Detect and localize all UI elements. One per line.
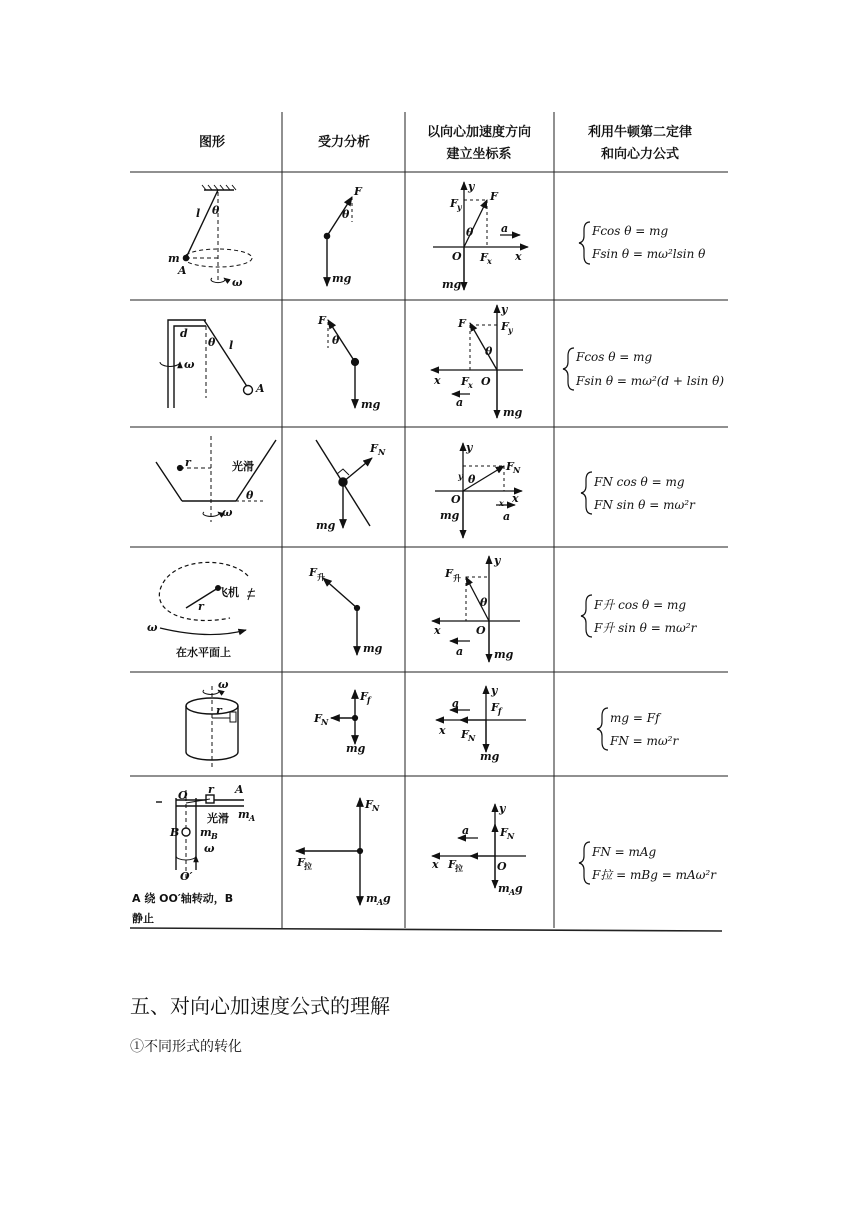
- svg-text:mg: mg: [361, 398, 381, 411]
- svg-text:x: x: [432, 858, 439, 871]
- header-axes-line2: 建立坐标系: [446, 147, 512, 162]
- svg-text:O: O: [497, 860, 507, 873]
- svg-text:r: r: [198, 600, 204, 613]
- svg-text:g: g: [383, 892, 391, 905]
- svg-text:x: x: [434, 374, 441, 387]
- svg-text:A: A: [377, 897, 384, 907]
- svg-text:F: F: [506, 460, 514, 473]
- svg-text:mg: mg: [442, 278, 462, 291]
- row3-coordinate-system: [435, 443, 522, 538]
- row3-force-diagram: [316, 440, 372, 528]
- row-3: [156, 436, 696, 538]
- svg-text:r: r: [185, 456, 191, 469]
- svg-text:A: A: [256, 382, 265, 395]
- svg-text:y: y: [501, 303, 508, 316]
- svg-text:A 绕 OO′轴转动，B: A 绕 OO′轴转动，B: [132, 892, 234, 905]
- row-4: [147, 554, 698, 662]
- section-subheading: ①不同形式的转化: [130, 1039, 242, 1055]
- svg-text:y: y: [494, 554, 501, 567]
- svg-text:y: y: [499, 802, 506, 815]
- svg-text:B: B: [211, 831, 218, 841]
- svg-text:F: F: [370, 442, 378, 455]
- row5-eq1: mg = Ff: [610, 711, 660, 725]
- svg-text:光滑: 光滑: [232, 460, 254, 473]
- svg-text:y: y: [468, 180, 475, 193]
- svg-text:F: F: [491, 701, 499, 714]
- row6-force-diagram: [296, 798, 362, 905]
- svg-text:r: r: [208, 783, 214, 796]
- svg-text:光滑: 光滑: [207, 812, 229, 825]
- row6-eq2: F拉 = mBg = mAω²r: [592, 868, 716, 882]
- svg-text:m: m: [200, 826, 212, 839]
- header-newton-line2: 和向心力公式: [600, 147, 680, 162]
- svg-text:F: F: [448, 858, 456, 871]
- row-2: [160, 303, 724, 419]
- svg-text:F: F: [501, 320, 509, 333]
- svg-text:a: a: [503, 510, 511, 523]
- svg-text:mg: mg: [363, 642, 383, 655]
- svg-text:l: l: [196, 207, 201, 220]
- svg-text:F: F: [365, 798, 373, 811]
- svg-text:O: O: [451, 493, 461, 506]
- svg-text:O: O: [178, 789, 188, 802]
- svg-text:ω: ω: [204, 842, 215, 855]
- svg-text:y: y: [458, 471, 463, 481]
- svg-text:N: N: [372, 803, 380, 813]
- svg-text:a: a: [452, 697, 460, 710]
- svg-text:F: F: [309, 566, 317, 579]
- svg-text:O′: O′: [180, 870, 193, 883]
- row-6: [132, 783, 717, 925]
- svg-text:F: F: [458, 317, 466, 330]
- header-axes-line1: 以向心加速度方向: [426, 125, 532, 140]
- table-header: [199, 124, 692, 162]
- svg-text:x: x: [499, 498, 504, 508]
- svg-text:F: F: [500, 826, 508, 839]
- row2-coordinate-system: [431, 305, 523, 418]
- row1-eq2: Fsin θ = mω²lsin θ: [592, 247, 706, 261]
- row-1: [168, 180, 706, 291]
- svg-text:a: a: [501, 222, 509, 235]
- row3-equations: [581, 472, 696, 514]
- svg-text:a: a: [462, 824, 470, 837]
- svg-text:ω: ω: [232, 276, 243, 289]
- row2-eq1: Fcos θ = mg: [576, 350, 653, 364]
- svg-text:F: F: [297, 856, 305, 869]
- row3-figure: [156, 436, 276, 522]
- svg-text:mg: mg: [480, 750, 500, 763]
- svg-text:m: m: [366, 892, 378, 905]
- svg-text:升: 升: [453, 574, 461, 583]
- svg-text:y: y: [491, 684, 498, 697]
- svg-text:x: x: [487, 256, 492, 266]
- svg-text:θ: θ: [332, 334, 340, 347]
- svg-text:r: r: [216, 704, 222, 717]
- svg-text:ω: ω: [222, 506, 233, 519]
- svg-text:θ: θ: [468, 473, 476, 486]
- svg-text:θ: θ: [480, 596, 488, 609]
- row2-equations: [563, 348, 724, 390]
- row-5: [186, 678, 679, 768]
- svg-text:x: x: [512, 492, 519, 505]
- svg-text:F: F: [354, 185, 362, 198]
- svg-text:B: B: [170, 826, 180, 839]
- svg-text:θ: θ: [342, 208, 350, 221]
- svg-text:静止: 静止: [132, 912, 154, 925]
- svg-text:A: A: [235, 783, 244, 796]
- row4-eq2: F升 sin θ = mω²r: [594, 621, 697, 635]
- svg-text:mg: mg: [494, 648, 514, 661]
- svg-text:N: N: [507, 831, 515, 841]
- row3-eq1: FN cos θ = mg: [594, 475, 685, 489]
- svg-text:θ: θ: [212, 204, 220, 217]
- svg-text:mg: mg: [332, 272, 352, 285]
- svg-text:mg: mg: [346, 742, 366, 755]
- svg-text:F: F: [360, 690, 368, 703]
- row4-eq1: F升 cos θ = mg: [594, 598, 687, 612]
- svg-text:F: F: [461, 375, 469, 388]
- row4-force-diagram: [323, 578, 359, 655]
- svg-text:x: x: [468, 380, 473, 390]
- svg-text:θ: θ: [466, 226, 474, 239]
- svg-text:d: d: [180, 327, 188, 340]
- svg-text:mg: mg: [316, 519, 336, 532]
- svg-text:ω: ω: [147, 621, 158, 634]
- row5-force-diagram: [331, 690, 357, 744]
- svg-text:x: x: [515, 250, 522, 263]
- header-newton-line1: 利用牛顿第二定律: [587, 125, 693, 140]
- row6-eq1: FN = mAg: [592, 845, 657, 859]
- svg-text:F: F: [480, 251, 488, 264]
- header-force-analysis: 受力分析: [317, 135, 371, 150]
- row2-figure: [160, 320, 253, 408]
- svg-text:f: f: [498, 706, 502, 716]
- svg-text:N: N: [321, 717, 329, 727]
- svg-text:x: x: [439, 724, 446, 737]
- svg-text:f: f: [367, 695, 371, 705]
- svg-text:θ: θ: [246, 489, 254, 502]
- row2-eq2: Fsin θ = mω²(d + lsin θ): [576, 374, 725, 388]
- row6-equations: [579, 842, 717, 884]
- svg-text:拉: 拉: [304, 862, 312, 871]
- row5-equations: [597, 708, 679, 750]
- svg-text:O: O: [481, 375, 491, 388]
- svg-text:m: m: [238, 808, 250, 821]
- svg-text:拉: 拉: [455, 864, 463, 873]
- svg-text:ω: ω: [218, 678, 229, 691]
- row1-equations: [579, 222, 706, 264]
- svg-text:g: g: [515, 882, 523, 895]
- svg-text:a: a: [456, 396, 464, 409]
- svg-text:F: F: [318, 314, 326, 327]
- row1-figure: [183, 185, 252, 283]
- svg-text:A: A: [249, 813, 256, 823]
- svg-text:y: y: [457, 202, 462, 212]
- svg-text:N: N: [468, 733, 476, 743]
- svg-text:在水平面上: 在水平面上: [176, 646, 231, 659]
- svg-text:F: F: [314, 712, 322, 725]
- row4-figure: [159, 562, 255, 634]
- section-heading: 五、对向心加速度公式的理解: [130, 994, 390, 1018]
- svg-text:飞机: 飞机: [217, 586, 239, 599]
- svg-text:O: O: [476, 624, 486, 637]
- svg-text:θ: θ: [485, 345, 493, 358]
- row5-coordinate-system: [436, 686, 526, 752]
- row1-coordinate-system: [433, 182, 528, 290]
- svg-text:N: N: [378, 447, 386, 457]
- svg-text:m: m: [498, 882, 510, 895]
- row5-figure: [186, 686, 238, 768]
- svg-text:O: O: [452, 250, 462, 263]
- svg-text:F: F: [461, 728, 469, 741]
- svg-text:A: A: [509, 887, 516, 897]
- svg-text:m: m: [168, 252, 180, 265]
- svg-text:y: y: [466, 441, 473, 454]
- svg-text:y: y: [508, 325, 513, 335]
- row1-eq1: Fcos θ = mg: [592, 224, 669, 238]
- svg-text:x: x: [434, 624, 441, 637]
- row3-eq2: FN sin θ = mω²r: [594, 498, 695, 512]
- svg-text:θ: θ: [208, 336, 216, 349]
- svg-text:mg: mg: [440, 509, 460, 522]
- svg-text:N: N: [513, 465, 521, 475]
- svg-text:F: F: [450, 197, 458, 210]
- svg-text:升: 升: [317, 573, 325, 582]
- row5-eq2: FN = mω²r: [610, 734, 679, 748]
- svg-text:A: A: [178, 264, 187, 277]
- row6-coordinate-system: [432, 804, 526, 888]
- svg-text:F: F: [490, 190, 498, 203]
- svg-text:F: F: [445, 567, 453, 580]
- svg-text:mg: mg: [503, 406, 523, 419]
- row4-equations: [581, 595, 698, 637]
- svg-text:l: l: [229, 339, 234, 352]
- svg-text:ω: ω: [184, 358, 195, 371]
- svg-text:a: a: [456, 645, 464, 658]
- header-figure: 图形: [198, 135, 226, 150]
